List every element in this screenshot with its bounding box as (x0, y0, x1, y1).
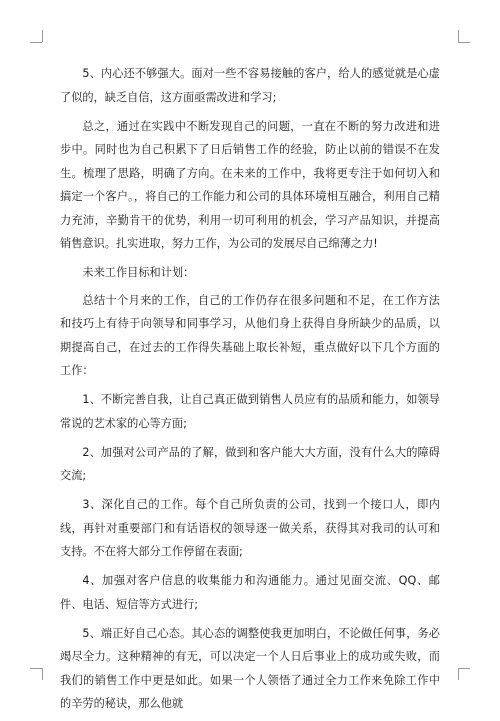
crop-mark-top-left-h (30, 42, 42, 43)
crop-mark-bottom-right-v (458, 668, 459, 680)
paragraph-plan-1: 1、不断完善自我，让自己真正做到销售人员应有的品质和能力，如领导常说的艺术家的心等方面; (60, 393, 440, 430)
paragraph-weakness-5: 5、内心还不够强大。面对一些不容易接触的客户，给人的感觉就是心虚了似的，缺乏自信，这方面亟需改进和学习; (60, 67, 440, 104)
crop-mark-bottom-right-h (458, 668, 470, 669)
paragraph-ten-month-review: 总结十个月来的工作，自己的工作仍存在很多问题和不足，在工作方法和技巧上有待于向领导和同事学习，从他们身上获得自身所缺少的品质，以期提高自己，在过去的工作得失基础上取长补短，重点做好以下几个方面的工作： (60, 293, 440, 377)
crop-mark-top-right-h (458, 42, 470, 43)
paragraph-plan-5: 5、端正好自己心态。其心态的调整使我更加明白，不论做任何事，务必竭尽全力。这种精神的有无，可以决定一个人日后事业上的成功或失败，而我们的销售工作中更是如此。如果一个人领悟了通过全力工作来免除工作中的辛劳的秘诀，那么他就 (60, 626, 440, 710)
paragraph-plan-3: 3、深化自己的工作。每个自己所负责的公司，找到一个接口人，即内线，再针对重要部门和有话语权的领导逐一做关系，获得其对我司的认可和支持。不在将大部分工作停留在表面; (60, 498, 440, 558)
crop-mark-top-right-v (458, 30, 459, 42)
crop-mark-top-left-v (42, 30, 43, 42)
paragraph-plan-2: 2、加强对公司产品的了解，做到和客户能大大方面，没有什么大的障碍交流; (60, 445, 440, 482)
document-body (60, 62, 440, 721)
paragraph-summary: 总之，通过在实践中不断发现自己的问题，一直在不断的努力改进和进步中。同时也为自己积累下了日后销售工作的经验，防止以前的错误不在发生。梳理了思路，明确了方向。在未来的工作中，我将更专注于如何切入和搞定一个客户。，将自己的工作能力和公司的具体环境相互融合，利用自己精力充沛，辛勤肯干的优势，利用一切可利用的机会，学习产品知识，并提高销售意识。扎实进取，努力工作，为公司的发展尽自己绵薄之力! (60, 119, 440, 250)
section-heading-future-goals: 未来工作目标和计划： (82, 266, 195, 279)
crop-mark-bottom-left-h (30, 668, 42, 669)
crop-mark-bottom-left-v (42, 668, 43, 680)
paragraph-plan-4: 4、加强对客户信息的收集能力和沟通能力。通过见面交流、QQ、邮件、电话、短信等方式进行; (60, 574, 440, 611)
